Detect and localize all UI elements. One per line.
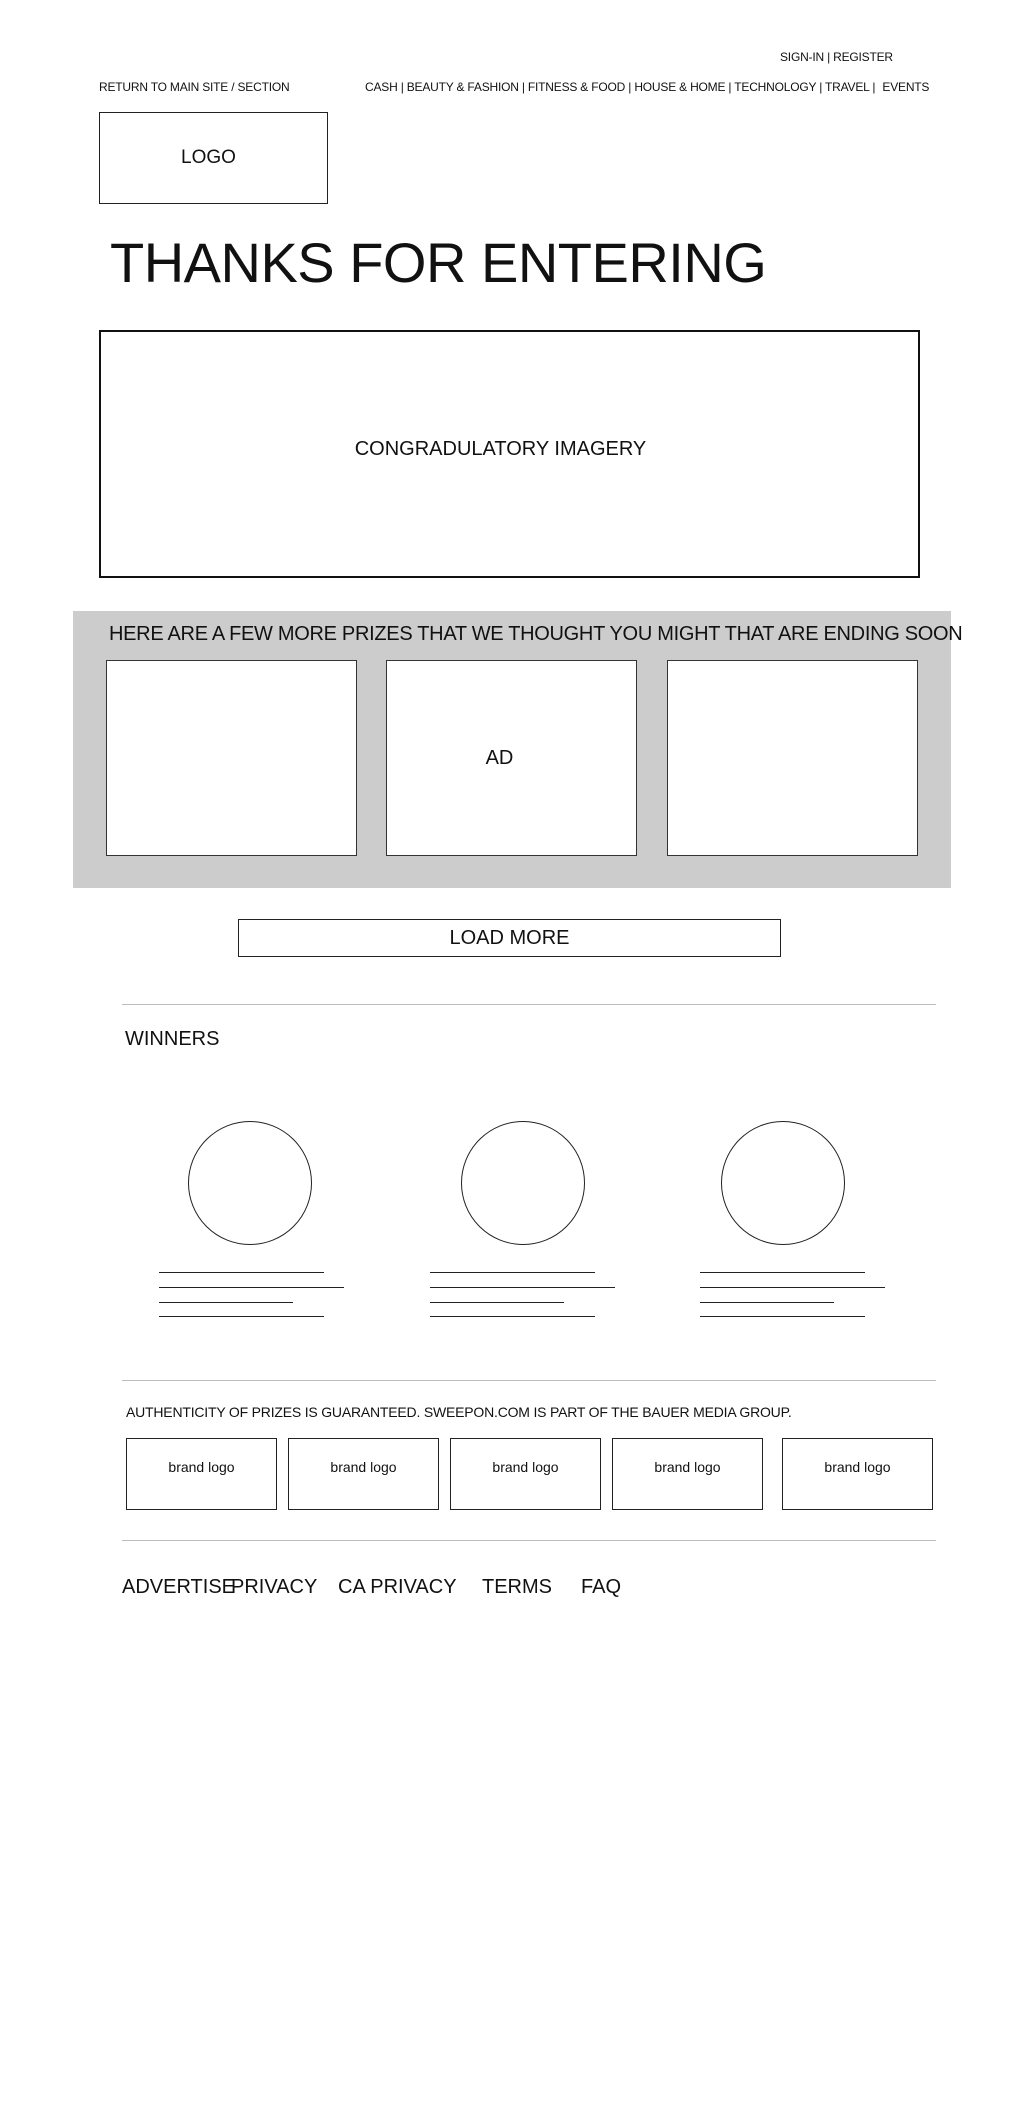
winner-text-line [159, 1287, 344, 1288]
nav-separator: | [400, 80, 404, 94]
brand-logo-label: brand logo [824, 1459, 891, 1475]
more-prizes-section [73, 611, 963, 888]
winner-text-line [700, 1272, 865, 1273]
divider [122, 1004, 936, 1005]
winner-text-line [430, 1316, 595, 1317]
brand-logo[interactable] [450, 1438, 601, 1510]
brand-logo[interactable] [126, 1438, 277, 1510]
prize-card[interactable] [106, 660, 357, 856]
auth-separator: | [827, 50, 830, 64]
winner-text-line [430, 1272, 595, 1273]
logo-label: LOGO [181, 147, 236, 168]
brand-logo-label: brand logo [168, 1459, 235, 1475]
register-link[interactable]: REGISTER [833, 50, 893, 64]
nav-separator: | [872, 80, 876, 94]
footer-link-faq[interactable]: FAQ [581, 1576, 622, 1598]
winner-text-line [159, 1302, 293, 1303]
return-to-main-site-link[interactable]: RETURN TO MAIN SITE / SECTION [99, 80, 290, 94]
nav-item-cash[interactable]: CASH [365, 80, 398, 94]
divider [122, 1540, 936, 1541]
authenticity-statement: AUTHENTICITY OF PRIZES IS GUARANTEED. SWEEPON.COM IS PART OF THE BAUER MEDIA GROUP. [126, 1404, 792, 1420]
footer-link-terms[interactable]: TERMS [482, 1576, 552, 1598]
footer-link-ca-privacy[interactable]: CA PRIVACY [338, 1576, 457, 1598]
brand-logo-label: brand logo [330, 1459, 397, 1475]
footer-link-privacy[interactable]: PRIVACY [231, 1576, 318, 1598]
nav-separator: | [819, 80, 823, 94]
auth-links [780, 50, 893, 64]
brand-logo-label: brand logo [654, 1459, 721, 1475]
winner-text-line [700, 1316, 865, 1317]
page-title: THANKS FOR ENTERING [110, 231, 767, 294]
winners-title: WINNERS [125, 1028, 220, 1050]
winner-text-line [430, 1287, 615, 1288]
nav-separator: | [728, 80, 732, 94]
winner-text-line [700, 1302, 834, 1303]
sign-in-link[interactable]: SIGN-IN [780, 50, 824, 64]
nav-item-fitness-food[interactable]: FITNESS & FOOD [527, 80, 626, 94]
footer-link-advertise[interactable]: ADVERTISE [122, 1576, 235, 1598]
site-logo[interactable] [99, 112, 328, 204]
prize-card[interactable] [667, 660, 918, 856]
hero-label: CONGRADULATORY IMAGERY [354, 437, 647, 460]
nav-item-events[interactable]: EVENTS [882, 80, 930, 94]
category-nav [365, 80, 929, 94]
winner-avatar[interactable] [188, 1121, 312, 1245]
brand-logo[interactable] [612, 1438, 763, 1510]
prize-card-ad[interactable] [386, 660, 637, 856]
winner-text-line [159, 1272, 324, 1273]
winner-avatar[interactable] [461, 1121, 585, 1245]
more-prizes-title: HERE ARE A FEW MORE PRIZES THAT WE THOUGHT YOU MIGHT THAT ARE ENDING SOON [109, 623, 963, 645]
congratulatory-image [99, 330, 920, 578]
winner-text-line [430, 1302, 564, 1303]
load-more-button[interactable]: LOAD MORE [238, 919, 781, 957]
prize-card-label: AD [485, 746, 514, 769]
nav-item-beauty-fashion[interactable]: BEAUTY & FASHION [406, 80, 519, 94]
brand-logo[interactable] [782, 1438, 933, 1510]
winner-text-line [159, 1316, 324, 1317]
brand-logo-label: brand logo [492, 1459, 559, 1475]
winner-avatar[interactable] [721, 1121, 845, 1245]
winner-text-line [700, 1287, 885, 1288]
nav-separator: | [628, 80, 632, 94]
nav-item-technology[interactable]: TECHNOLOGY [734, 80, 817, 94]
nav-item-house-home[interactable]: HOUSE & HOME [634, 80, 726, 94]
nav-item-travel[interactable]: TRAVEL [825, 80, 870, 94]
nav-separator: | [521, 80, 525, 94]
brand-logo[interactable] [288, 1438, 439, 1510]
divider [122, 1380, 936, 1381]
